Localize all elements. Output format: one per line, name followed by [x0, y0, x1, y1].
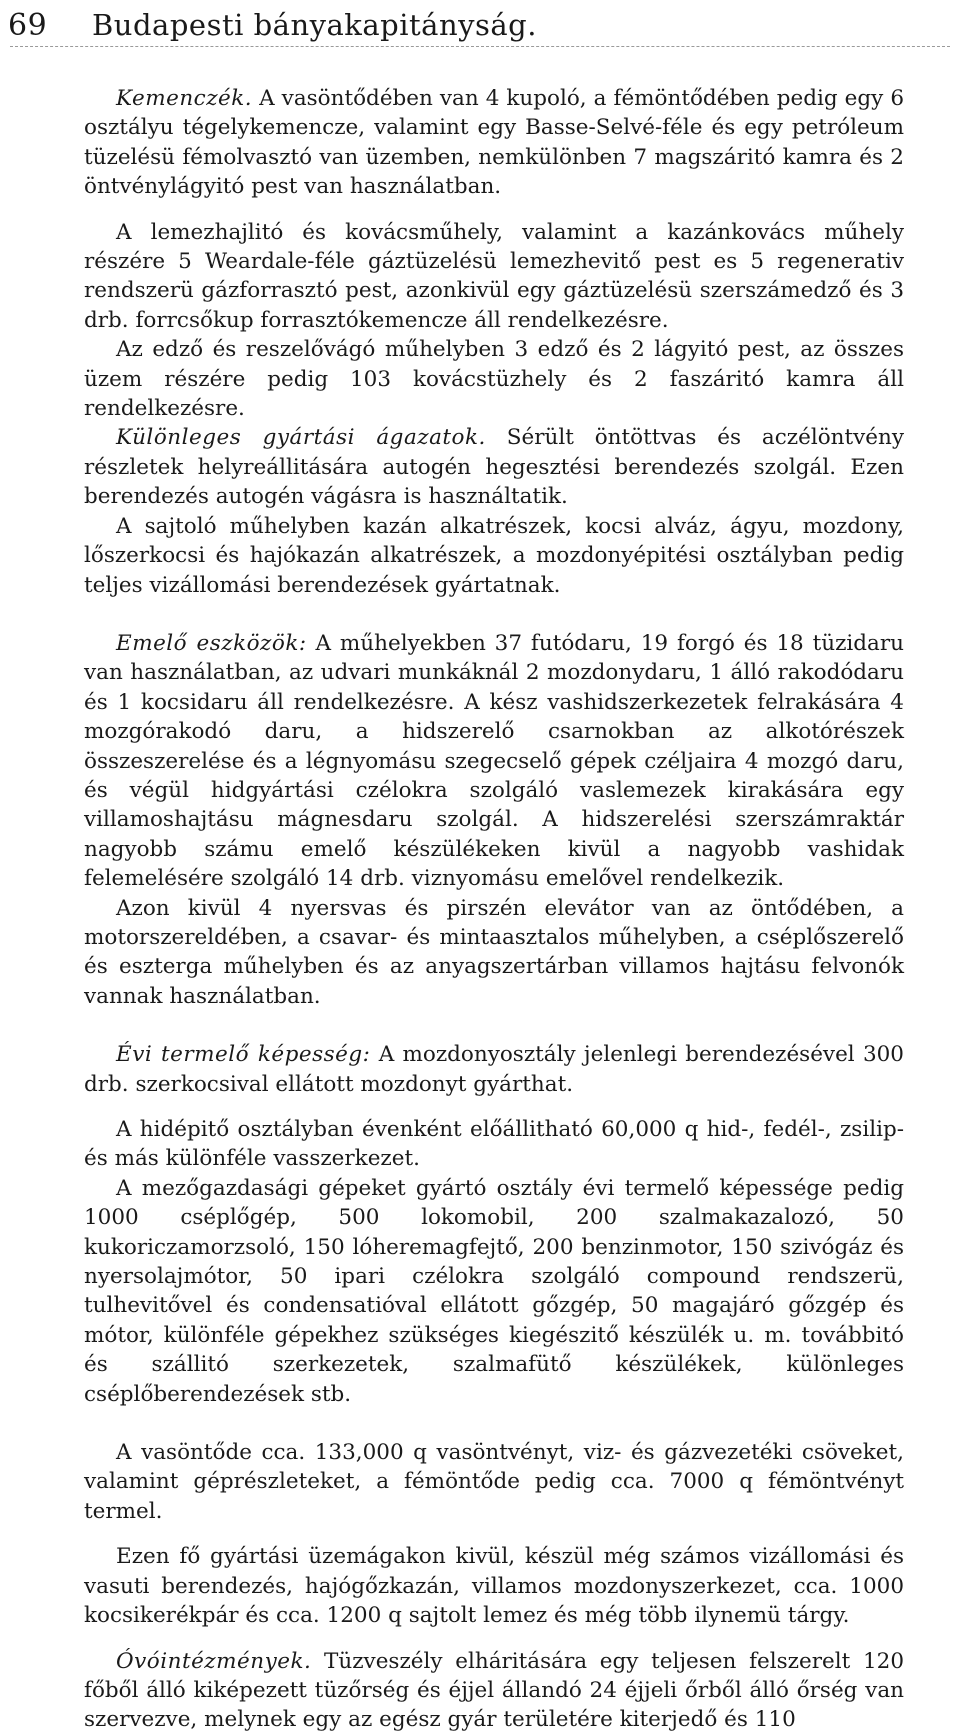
paragraph-emelo-eszkozok: [84, 629, 904, 894]
paragraph-text: Az edző és reszelővágó műhelyben 3 edző és 2 lágyitó pest, az összes üzem részére pedig 103 kovácstüzhely és 2 faszáritó kamra áll rendelkezésre.: [84, 337, 904, 422]
body-text: [84, 84, 904, 1735]
paragraph: [84, 1174, 904, 1409]
paragraph-text: A hidépitő osztályban évenként előállitható 60,000 q hid-, fedél-, zsilip- és más különféle vasszerkezet.: [84, 1117, 904, 1172]
paragraph-kemenczek: [84, 84, 904, 202]
paragraph-text: Tüzveszély elháritására egy teljesen felszerelt 120 főből álló kiképezett tüzőrség és éjjel állandó 24 éjjeli őrből álló őrség van szervezve, melynek egy az egész gyár területére kiterjedő és 110: [84, 1648, 904, 1733]
section-lead: Óvóintézmények.: [116, 1648, 312, 1674]
paragraph-text: Sérült öntöttvas és aczélöntvény részletek helyreállitására autogén hegesztési berendezés szolgál. Ezen berendezés autogén vágásra is használtatik.: [84, 425, 905, 510]
paragraph: [84, 218, 904, 336]
page-number: 69: [8, 8, 48, 43]
paragraph: [84, 894, 904, 1012]
section-lead: Kemenczék.: [116, 86, 253, 111]
section-lead: Különleges gyártási ágazatok.: [116, 425, 486, 451]
paragraph: [84, 1438, 904, 1526]
paragraph-evi-termelo: [84, 1040, 904, 1099]
paragraph: [84, 1115, 904, 1174]
paragraph: [84, 335, 904, 423]
page-header: [0, 8, 960, 48]
paragraph-text: A vasöntődében van 4 kupoló, a fémöntődében pedig egy 6 osztályu tégelykemencze, valamint egy Basse-Selvé-féle és egy petróleum tüzelésü fémolvasztó van üzemben, nemkülönben 7 magszáritó kamra és 2 öntvénylágyitó pest van használatban.: [84, 86, 904, 200]
paragraph-text: A mezőgazdasági gépeket gyártó osztály évi termelő képessége pedig 1000 cséplőgép, 500 lokomobil, 200 szalmakazalozó, 50 kukoriczamorzsoló, 150 lóheremagfejtő, 200 benzinmotor, 150 szivógáz és nyersolajmótor, 50 ipari czélokra szolgáló compound rendszerü, tulhevitővel és condensatióval ellátott gőzgép, 50 magajáró gőzgép és mótor, különféle gépekhez szükséges kiegészitő készülék u. m. továbbitó és szállitó szerkezetek, szalmafütő készülékek, különleges cséplőberendezések stb.: [84, 1175, 904, 1407]
paragraph-text: A lemezhajlitó és kovácsműhely, valamint a kazánkovács műhely részére 5 Weardale-féle gáztüzelésü lemezhevitő pest es 5 regenerativ rendszerü gázforrasztó pest, azonkivül egy gáztüzelésü szerszámedző és 3 drb. forrcsőkup forrasztókemencze áll rendelkezésre.: [84, 219, 904, 333]
paragraph-ovointezmenyek: [84, 1647, 904, 1735]
header-rule: [10, 46, 950, 47]
paragraph-text: Azon kivül 4 nyersvas és pirszén elevátor van az öntődében, a motorszereldében, a csavar- és mintaasztalos műhelyben, a cséplőszerelő és eszterga műhelyben és az anyagszertárban villamos hajtásu felvonók vannak használatban.: [84, 895, 904, 1009]
paragraph-text: A sajtoló műhelyben kazán alkatrészek, kocsi alváz, ágyu, mozdony, lőszerkocsi és hajókazán alkatrészek, a mozdonyépitési osztályban pedig teljes vizállomási berendezések gyártatnak.: [84, 513, 904, 598]
section-lead: Évi termelő képesség:: [116, 1042, 371, 1068]
paragraph-text: A műhelyekben 37 futódaru, 19 forgó és 18 tüzidaru van használatban, az udvari munkáknál 2 mozdonydaru, 1 álló rakodódaru és 1 kocsidaru áll rendelkezésre. A kész vashidszerkezetek felrakására 4 mozgórakodó daru, a hidszerelő csarnokban az alkotórészek összeszerelése és a légnyomásu szegecselő gépek czéljaira 4 mozgó daru, és végül hidgyártási czélokra szolgáló vaslemezek kirakására egy villamoshajtásu mágnesdaru szolgál. A hidszerelési szerszámraktár nagyobb számu emelő készülékeken kivül a nagyobb vashidak felemelésére szolgáló 14 drb. viznyomásu emelővel rendelkezik.: [84, 630, 904, 892]
paragraph-text: A vasöntőde cca. 133,000 q vasöntvényt, viz- és gázvezetéki csöveket, valamint géprészleteket, a fémöntőde pedig cca. 7000 q fémöntvényt termel.: [84, 1440, 904, 1524]
section-lead: Emelő eszközök:: [116, 630, 307, 656]
running-head: Budapesti bányakapitányság.: [92, 8, 537, 42]
paragraph: [84, 512, 904, 600]
paragraph: [84, 1542, 904, 1630]
paragraph-kulonleges: [84, 423, 904, 511]
paragraph-text: A mozdonyosztály jelenlegi berendezésével 300 drb. szerkocsival ellátott mozdonyt gyárthat.: [84, 1042, 904, 1097]
paragraph-text: Ezen fő gyártási üzemágakon kivül, készül még számos vizállomási és vasuti berendezés, hajógőzkazán, villamos mozdonyszerkezet, cca. 1000 kocsikerékpár és cca. 1200 q sajtolt lemez és még több ilynemü tárgy.: [84, 1544, 904, 1629]
